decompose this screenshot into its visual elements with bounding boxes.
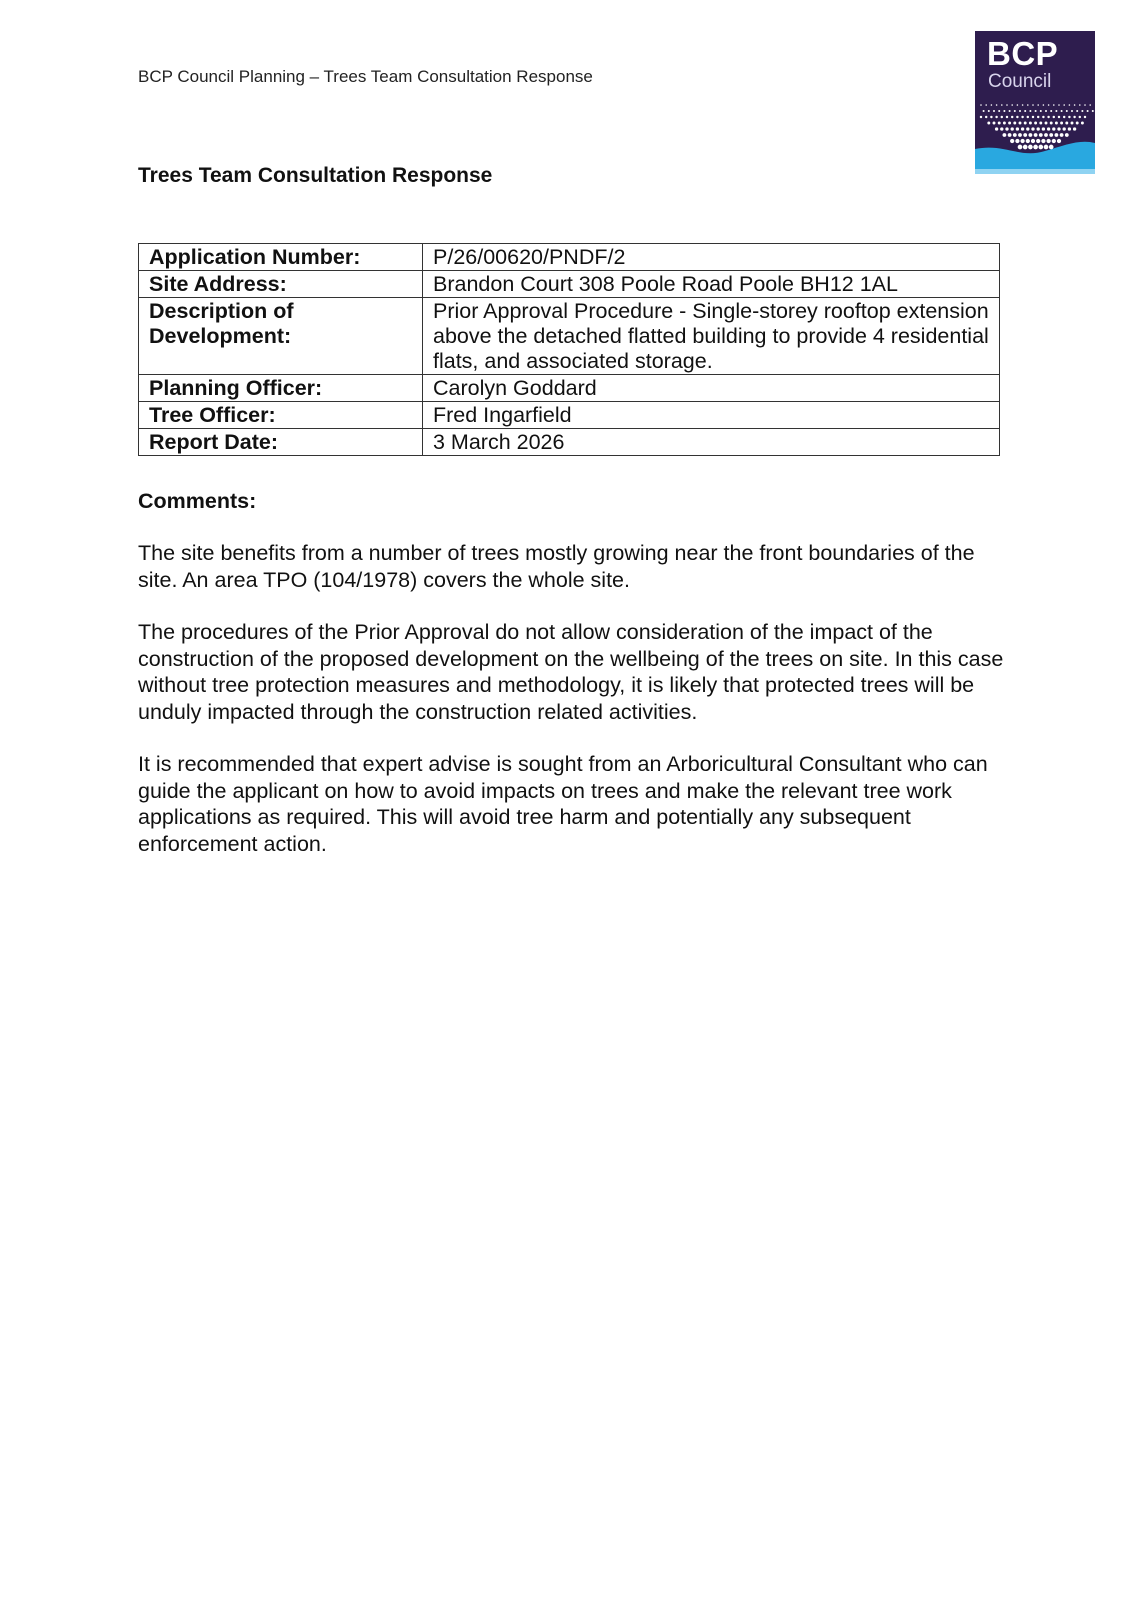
- logo-dot: [988, 110, 990, 112]
- logo-dot: [1018, 145, 1023, 150]
- logo-dot: [1063, 127, 1066, 130]
- logo-dot: [1081, 122, 1084, 125]
- logo-dot: [1003, 110, 1005, 112]
- logo-dot: [1069, 104, 1071, 106]
- logo-bcp-text: BCP: [987, 35, 1059, 72]
- logo-dot: [987, 122, 990, 125]
- logo-dot: [1042, 116, 1044, 118]
- logo-dot: [1066, 110, 1068, 112]
- logo-dot: [1027, 104, 1029, 106]
- logo-dot: [1013, 133, 1017, 137]
- logo-dot: [1019, 110, 1021, 112]
- logo-dot: [1057, 139, 1061, 143]
- logo-dot: [1047, 116, 1049, 118]
- logo-dot: [1038, 145, 1043, 150]
- table-row: [139, 429, 1000, 456]
- logo-dot: [995, 116, 997, 118]
- report-date-label: Report Date:: [139, 429, 423, 456]
- logo-dot: [985, 104, 987, 106]
- logo-dot: [1037, 104, 1039, 106]
- comments-heading: Comments:: [138, 489, 257, 513]
- planning-officer-value: Carolyn Goddard: [423, 375, 1000, 402]
- logo-dot: [1049, 133, 1053, 137]
- logo-dot: [1035, 110, 1037, 112]
- logo-dot: [1023, 133, 1027, 137]
- table-row: [139, 402, 1000, 429]
- comment-paragraph-1: The site benefits from a number of trees mostly growing near the front boundaries of the site. An area TPO (104/1978) covers the whole site.: [138, 541, 975, 592]
- tree-officer-label: Tree Officer:: [139, 402, 423, 429]
- logo-dot: [985, 116, 987, 118]
- logo-dot: [1061, 110, 1063, 112]
- tree-officer-value: Fred Ingarfield: [423, 402, 1000, 429]
- logo-dot: [1005, 127, 1008, 130]
- logo-dot: [1060, 122, 1063, 125]
- logo-dot: [1071, 122, 1074, 125]
- comment-paragraph-3: It is recommended that expert advise is sought from an Arboricultural Consultant who can guide the applicant on how to avoid impacts on trees and make the relevant tree work applications as required. This will avoid tree harm and potentially any subsequent enforcement action.: [138, 752, 988, 856]
- logo-dot: [983, 110, 985, 112]
- logo-dot: [1037, 127, 1040, 130]
- logo-dot: [1052, 127, 1055, 130]
- logo-dot: [1001, 104, 1003, 106]
- logo-dot: [1039, 133, 1043, 137]
- logo-dot: [1029, 133, 1033, 137]
- logo-dot: [1039, 122, 1042, 125]
- table-row: [139, 298, 1000, 375]
- application-details-table: [138, 243, 1000, 456]
- logo-dot: [991, 104, 993, 106]
- logo-dot: [1071, 110, 1073, 112]
- logo-dot: [1024, 122, 1027, 125]
- logo-dot: [1003, 133, 1007, 137]
- logo-dot: [1073, 116, 1075, 118]
- description-label: Description of Development:: [139, 298, 423, 375]
- logo-dot: [1009, 110, 1011, 112]
- logo-dot: [1055, 133, 1059, 137]
- logo-dot: [1049, 145, 1054, 150]
- logo-dot: [1055, 122, 1058, 125]
- logo-dot: [1029, 122, 1032, 125]
- logo-dot: [1058, 104, 1060, 106]
- logo-dot: [1043, 104, 1045, 106]
- logo-dot: [1028, 145, 1033, 150]
- logo-dot: [1026, 139, 1030, 143]
- logo-dot: [1050, 110, 1052, 112]
- logo-dot: [1068, 127, 1071, 130]
- logo-dot: [1048, 104, 1050, 106]
- logo-dot: [1092, 110, 1094, 112]
- logo-dot: [1089, 104, 1091, 106]
- application-number-label: Application Number:: [139, 244, 423, 271]
- document-title: Trees Team Consultation Response: [138, 164, 493, 187]
- logo-dot: [1016, 127, 1019, 130]
- logo-dot: [1084, 116, 1086, 118]
- application-number-value: P/26/00620/PNDF/2: [423, 244, 1000, 271]
- logo-dot: [1026, 127, 1029, 130]
- logo-dot: [980, 104, 982, 106]
- logo-dot: [1037, 116, 1039, 118]
- logo-dot: [1058, 116, 1060, 118]
- logo-dot: [1011, 116, 1013, 118]
- logo-dot: [1008, 122, 1011, 125]
- logo-dot: [1041, 139, 1045, 143]
- logo-dot: [1063, 104, 1065, 106]
- logo-dot: [995, 127, 998, 130]
- logo-dot: [1000, 127, 1003, 130]
- planning-officer-label: Planning Officer:: [139, 375, 423, 402]
- logo-dot: [1019, 122, 1022, 125]
- logo-dot: [1034, 122, 1037, 125]
- logo-dot: [1045, 110, 1047, 112]
- logo-dot: [1033, 145, 1038, 150]
- logo-dot: [1065, 133, 1069, 137]
- logo-dot: [1027, 116, 1029, 118]
- table-row: [139, 375, 1000, 402]
- table-row: [139, 244, 1000, 271]
- logo-dot: [1018, 133, 1022, 137]
- logo-dot: [1050, 122, 1053, 125]
- logo-dot: [1010, 139, 1014, 143]
- description-value: Prior Approval Procedure - Single-storey rooftop extension above the detached flatted building to provide 4 residential flats, and associated storage.: [423, 298, 1000, 375]
- logo-dot: [1021, 127, 1024, 130]
- logo-dot: [1073, 127, 1076, 130]
- comments-body: [138, 540, 1008, 883]
- logo-dot: [1063, 116, 1065, 118]
- logo-dot: [1042, 127, 1045, 130]
- logo-dot: [998, 110, 1000, 112]
- logo-dot: [1034, 133, 1038, 137]
- logo-dot: [1074, 104, 1076, 106]
- logo-dot: [990, 116, 992, 118]
- logo-dot: [1044, 133, 1048, 137]
- logo-dot: [1068, 116, 1070, 118]
- logo-dot: [1013, 122, 1016, 125]
- logo-dot: [1016, 116, 1018, 118]
- logo-dot: [1006, 104, 1008, 106]
- logo-dot: [1001, 116, 1003, 118]
- logo-dot: [1040, 110, 1042, 112]
- logo-dot: [1046, 139, 1050, 143]
- logo-dot: [1008, 133, 1012, 137]
- logo-dot: [1015, 139, 1019, 143]
- logo-dot: [1036, 139, 1040, 143]
- site-address-label: Site Address:: [139, 271, 423, 298]
- report-date-value: 3 March 2026: [423, 429, 1000, 456]
- logo-dot: [1011, 104, 1013, 106]
- logo-council-text: Council: [988, 71, 1052, 92]
- logo-dot: [1052, 139, 1056, 143]
- logo-dot: [1076, 110, 1078, 112]
- running-header: BCP Council Planning – Trees Team Consultation Response: [138, 67, 593, 86]
- logo-dot: [993, 122, 996, 125]
- logo-dot: [993, 110, 995, 112]
- site-address-value: Brandon Court 308 Poole Road Poole BH12 1AL: [423, 271, 1000, 298]
- logo-dot: [1003, 122, 1006, 125]
- logo-dot: [1053, 116, 1055, 118]
- logo-dot: [1087, 110, 1089, 112]
- logo-dot: [1044, 145, 1049, 150]
- logo-dot: [1079, 104, 1081, 106]
- logo-dot: [996, 104, 998, 106]
- logo-dot: [1017, 104, 1019, 106]
- logo-dot: [980, 116, 982, 118]
- bcp-council-logo: [975, 31, 1095, 174]
- logo-dot: [1060, 133, 1064, 137]
- logo-dot: [1032, 104, 1034, 106]
- logo-dot: [1081, 110, 1083, 112]
- logo-dot: [1079, 116, 1081, 118]
- logo-dot: [1021, 116, 1023, 118]
- logo-dot: [1014, 110, 1016, 112]
- logo-dot: [1020, 139, 1024, 143]
- logo-dot: [1055, 110, 1057, 112]
- logo-dot: [1023, 145, 1028, 150]
- logo-dot: [1045, 122, 1048, 125]
- logo-dot: [998, 122, 1001, 125]
- logo-dot: [1011, 127, 1014, 130]
- logo-dot: [1053, 104, 1055, 106]
- logo-dot: [1024, 110, 1026, 112]
- logo-dot: [1032, 116, 1034, 118]
- logo-dot: [1047, 127, 1050, 130]
- logo-dot: [1006, 116, 1008, 118]
- table-row: [139, 271, 1000, 298]
- logo-dot: [1065, 122, 1068, 125]
- logo-dot: [1029, 110, 1031, 112]
- logo-dot: [1022, 104, 1024, 106]
- logo-dot: [1057, 127, 1060, 130]
- comment-paragraph-2: The procedures of the Prior Approval do not allow consideration of the impact of the construction of the proposed development on the wellbeing of the trees on site. In this case without tree protection measures and methodology, it is likely that protected trees will be unduly impacted through the construction related activities.: [138, 620, 1004, 724]
- logo-dot: [1084, 104, 1086, 106]
- logo-dot: [1076, 122, 1079, 125]
- logo-dot: [1031, 139, 1035, 143]
- logo-dot: [1031, 127, 1034, 130]
